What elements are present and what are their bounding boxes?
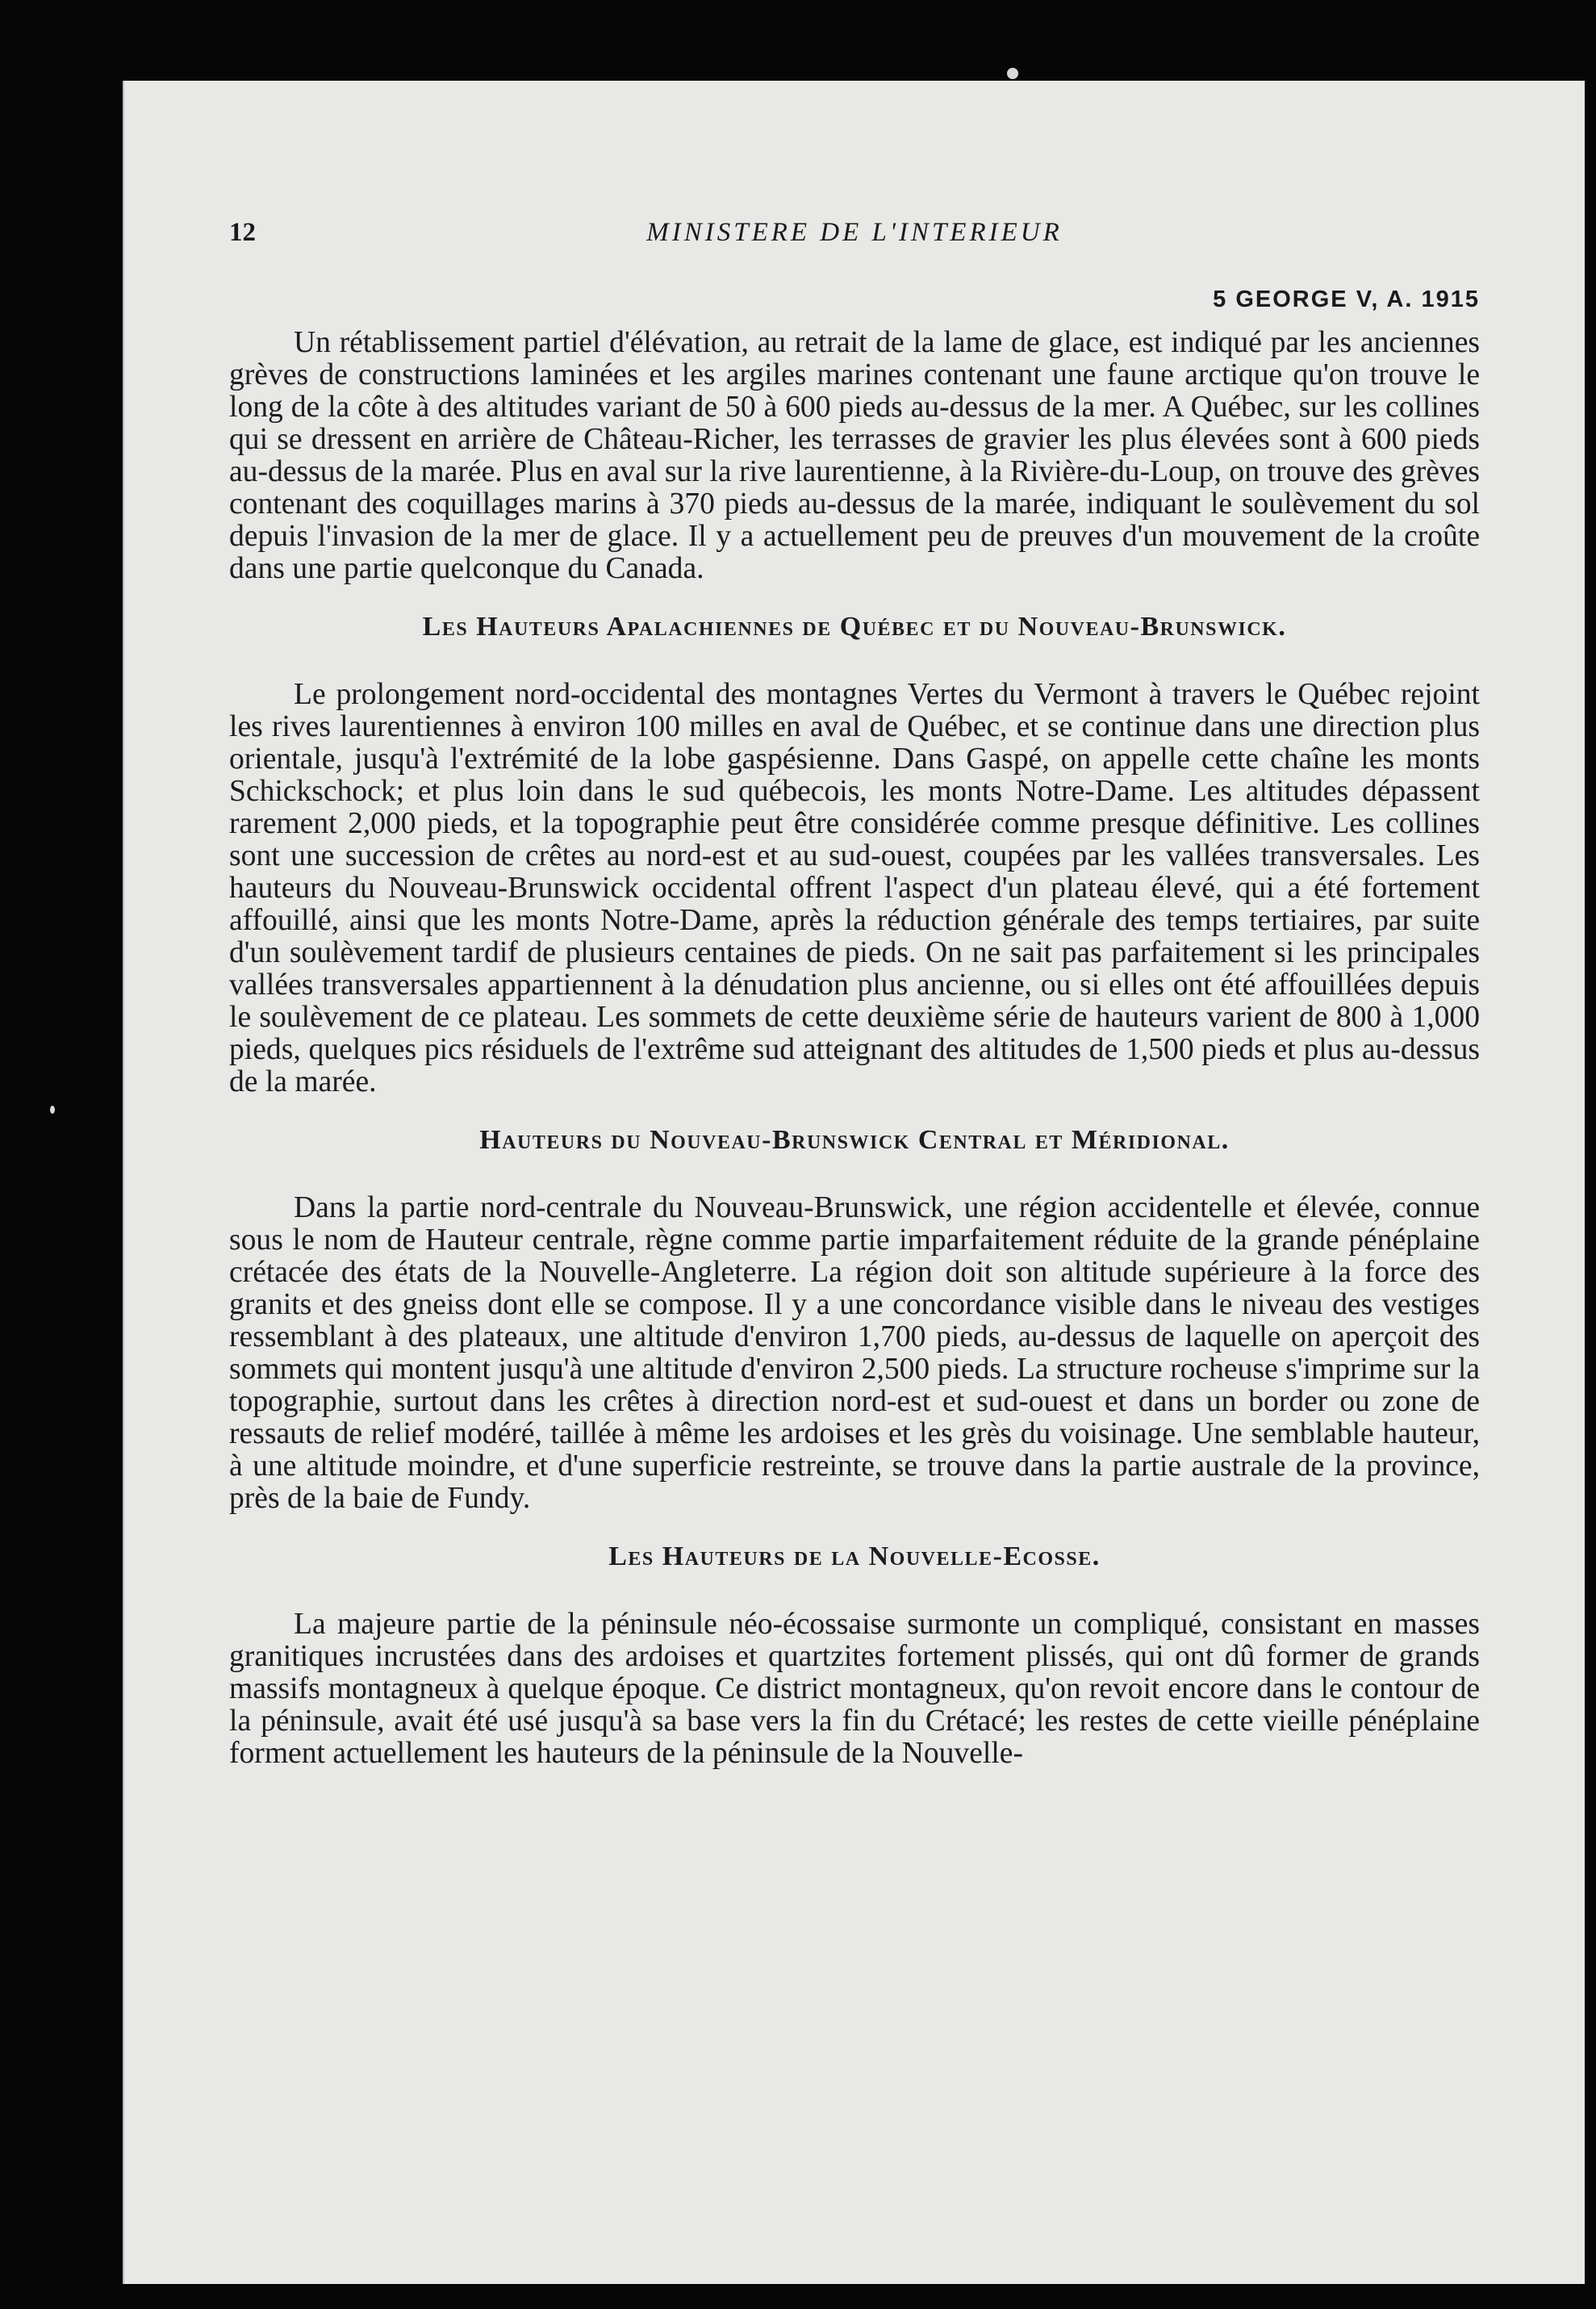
ministry-title: MINISTERE DE L'INTERIEUR (646, 218, 1063, 247)
section-heading: Les Hauteurs de la Nouvelle-Ecosse. (608, 1541, 1101, 1571)
running-head (229, 218, 1480, 258)
book-page (123, 81, 1585, 2284)
scan-speck (1007, 68, 1018, 79)
paragraph: Un rétablissement partiel d'élévation, au retrait de la lame de glace, est indiqué par les anciennes grèves de constructions laminées et les argiles marines contenant une faune arctique qu'on trouve le long de la côte à des altitudes variant de 50 à 600 pieds au-dessus de la mer. A Québec, sur les collines qui se dressent en arrière de Château-Richer, les terrasses de gravier les plus élevées sont à 600 pieds au-dessus de la marée. Plus en aval sur la rive laurentienne, à la Rivière-du-Loup, on trouve des grèves contenant des coquillages marins à 370 pieds au-dessus de la marée, indiquant le soulèvement du sol depuis l'invasion de la mer de glace. Il y a actuellement peu de preuves d'un mouvement de la croûte dans une partie quelconque du Canada. (229, 326, 1480, 585)
page-body (229, 327, 1480, 1770)
section-heading: Les Hauteurs Apalachiennes de Québec et du Nouveau-Brunswick. (422, 612, 1287, 642)
section-heading: Hauteurs du Nouveau-Brunswick Central et Méridional. (479, 1125, 1230, 1155)
paragraph: La majeure partie de la péninsule néo-écossaise surmonte un compliqué, consistant en masses granitiques incrustées dans des ardoises et quartzites fortement plissés, qui ont dû former de grands massifs montagneux à quelque époque. Ce district montagneux, qu'on revoit encore dans le contour de la péninsule, avait été usé jusqu'à sa base vers la fin du Crétacé; les restes de cette vieille pénéplaine forment actuellement les hauteurs de la péninsule de la Nouvelle- (229, 1608, 1480, 1770)
page-number: 12 (229, 218, 256, 247)
paragraph: Dans la partie nord-centrale du Nouveau-Brunswick, une région accidentelle et élevée, connue sous le nom de Hauteur centrale, règne comme partie imparfaitement réduite de la grande pénéplaine crétacée des états de la Nouvelle-Angleterre. La région doit son altitude supérieure à la force des granits et des gneiss dont elle se compose. Il y a une concordance visible dans le niveau des vestiges ressemblant à des plateaux, une altitude d'environ 1,700 pieds, au-dessus de laquelle on aperçoit des sommets qui montent jusqu'à une altitude d'environ 2,500 pieds. La structure rocheuse s'imprime sur la topographie, surtout dans les crêtes à direction nord-est et sud-ouest et dans un border ou zone de ressauts de relief modéré, taillée à même les ardoises et les grès du voisinage. Une semblable hauteur, à une altitude moindre, et d'une superficie restreinte, se trouve dans la partie australe de la province, près de la baie de Fundy. (229, 1191, 1480, 1515)
paragraph: Le prolongement nord-occidental des montagnes Vertes du Vermont à travers le Québec rejoint les rives laurentiennes à environ 100 milles en aval de Québec, et se continue dans une direction plus orientale, jusqu'à l'extrémité de la lobe gaspésienne. Dans Gaspé, on appelle cette chaîne les monts Schickschock; et plus loin dans le sud québecois, les monts Notre-Dame. Les altitudes dépassent rarement 2,000 pieds, et la topographie peut être considérée comme presque définitive. Les collines sont une succession de crêtes au nord-est et au sud-ouest, coupées par les vallées transversales. Les hauteurs du Nouveau-Brunswick occidental offrent l'aspect d'un plateau élevé, qui a été fortement affouillé, ainsi que les monts Notre-Dame, après la réduction générale des temps tertiaires, par suite d'un soulèvement tardif de plusieurs centaines de pieds. On ne sait pas parfaitement si les principales vallées transversales appartiennent à la dénudation plus ancienne, ou si elles ont été affouillées depuis le soulèvement de ce plateau. Les sommets de cette deuxième série de hauteurs varient de 800 à 1,000 pieds, quelques pics résiduels de l'extrême sud atteignant des altitudes de 1,500 pieds et plus au-dessus de la marée. (229, 678, 1480, 1098)
session-label: 5 GEORGE V, A. 1915 (1213, 287, 1480, 312)
scan-speck (50, 1106, 55, 1114)
